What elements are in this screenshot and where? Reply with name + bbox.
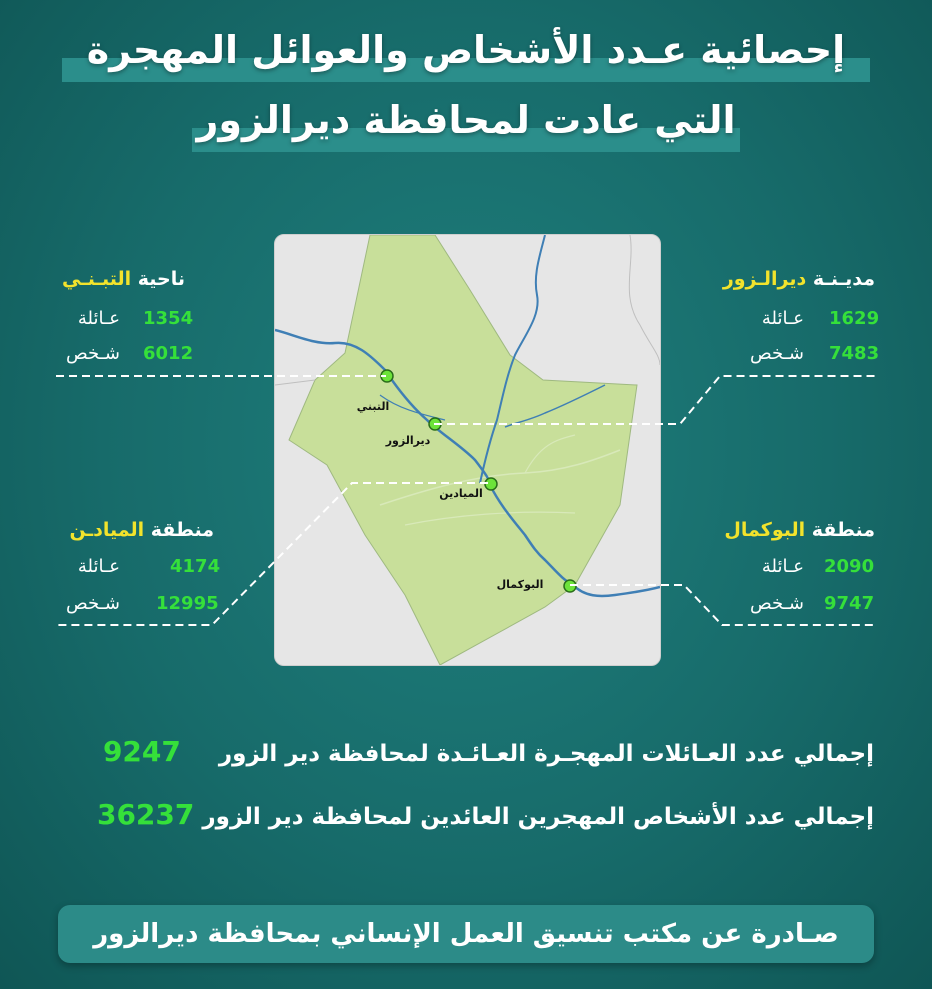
bukamal-families-label: عـائلة [761,556,804,577]
map-graphic [275,235,660,665]
mayadin-families-count: 4174 [170,556,221,577]
mayadin-families-label: عـائلة [77,556,120,577]
title-line-2: التي عادت لمحافظة ديرالزور [196,98,736,142]
tabni-families-label: عـائلة [77,308,120,329]
region-name-deirezzor: مديـنـة ديرالـزور [722,268,875,290]
region-name-tabni: ناحية التبـنـي [62,268,185,290]
city-label-deirezzor: ديرالزور [385,434,431,447]
marker-tabni [381,370,393,382]
marker-deirezzor [429,418,441,430]
tabni-families-count: 1354 [143,308,194,329]
city-label-mayadin: الميادين [439,487,483,500]
bukamal-persons-count: 9747 [824,593,875,614]
total-persons [97,798,874,831]
mayadin-persons-label: شـخص [65,593,120,614]
deirezzor-persons-label: شـخص [749,343,804,364]
city-label-bukamal: البوكمال [496,578,544,591]
total-persons-label: إجمالي عدد الأشخاص المهجرين العائدين لمحافظة دير الزور [202,804,874,830]
total-families-value: 9247 [102,735,181,768]
governorate-map [274,234,661,666]
bukamal-persons-label: شـخص [749,593,804,614]
deirezzor-persons-count: 7483 [829,343,880,364]
mayadin-persons-count: 12995 [156,593,219,614]
total-persons-value: 36237 [96,798,195,831]
total-families [103,735,874,768]
marker-bukamal [564,580,576,592]
marker-mayadin [485,478,497,490]
tabni-persons-label: شـخص [65,343,120,364]
total-families-label: إجمالي عدد العـائلات المهجـرة العـائـدة لمحافظة دير الزور [218,741,874,767]
bukamal-families-count: 2090 [824,556,875,577]
region-name-bukamal: منطقة البوكمال [724,519,875,541]
city-label-tabni: التبني [356,400,390,413]
title-line-1: إحصائية عـدد الأشخاص والعوائل المهجرة [86,28,846,72]
footer-banner [58,905,874,963]
deirezzor-families-label: عـائلة [761,308,804,329]
region-name-mayadin: منطقة الميادـن [69,519,214,541]
footer-text: صـادرة عن مكتب تنسيق العمل الإنساني بمحافظة ديرالزور [93,919,839,949]
deirezzor-families-count: 1629 [829,308,880,329]
tabni-persons-count: 6012 [143,343,194,364]
